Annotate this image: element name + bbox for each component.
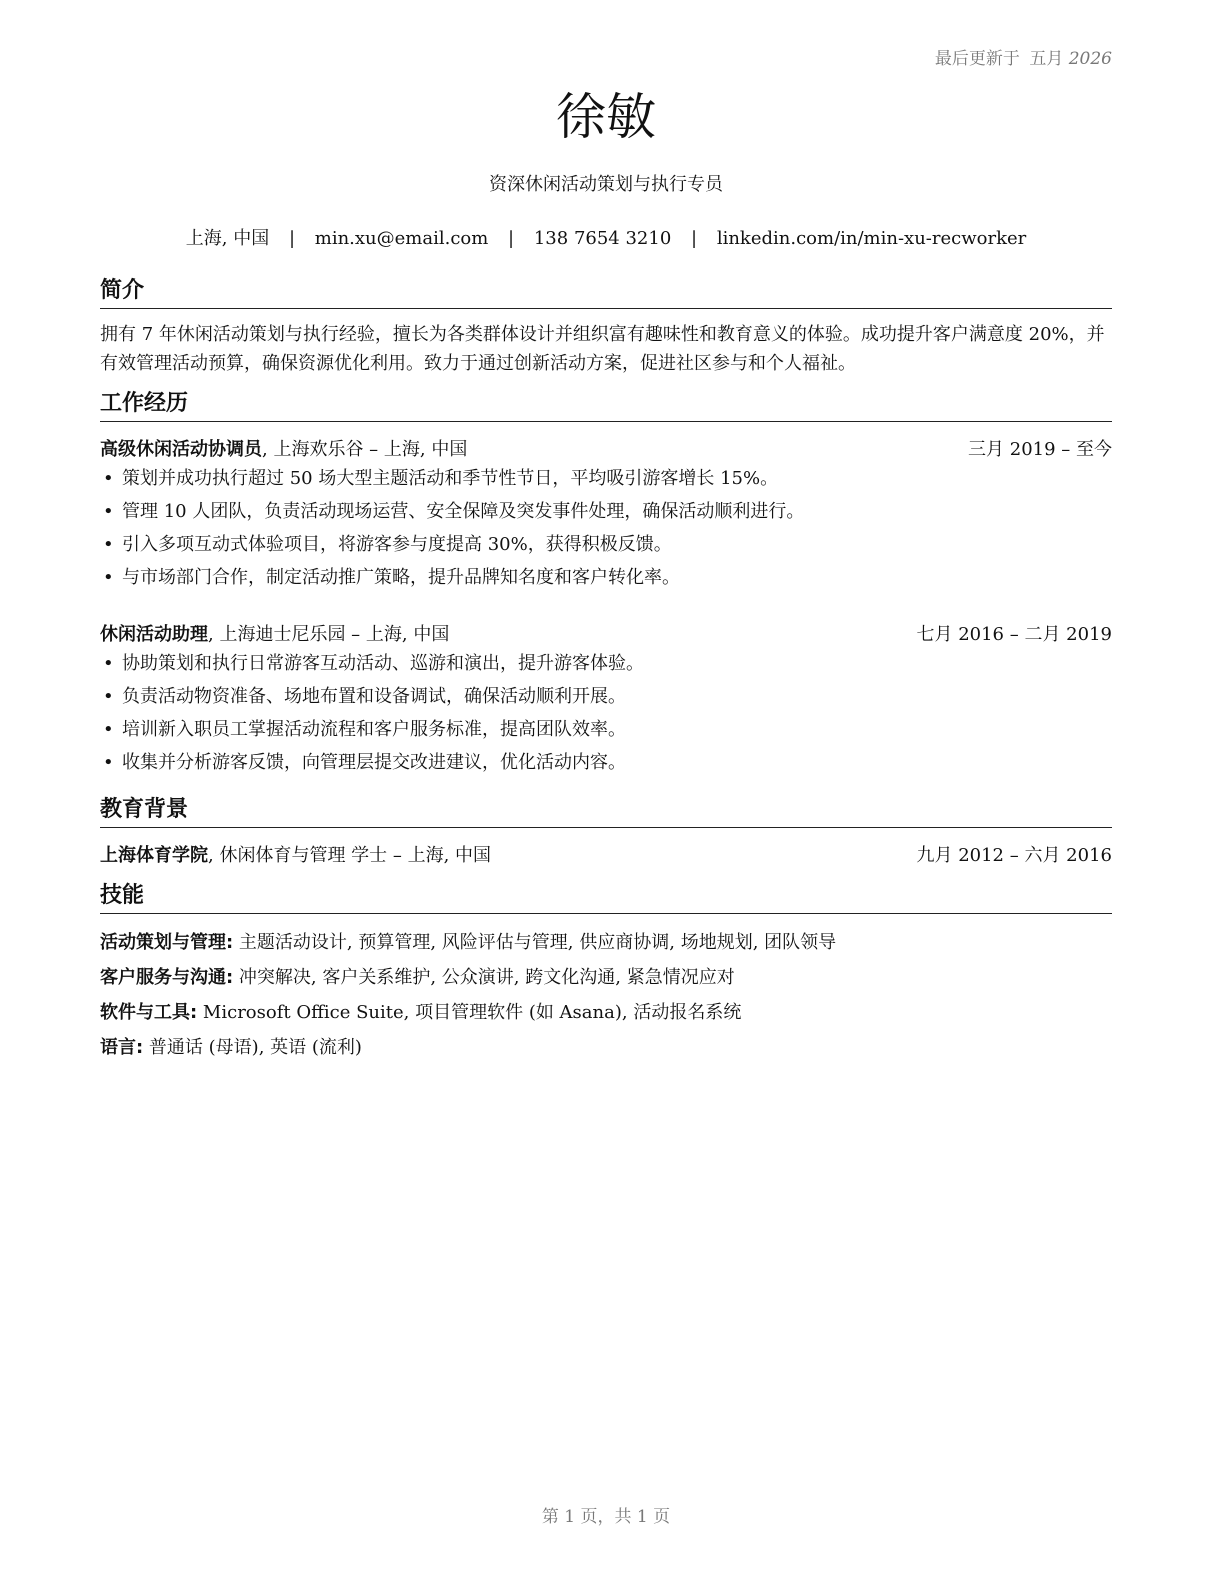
bullet-text: 策划并成功执行超过 50 场大型主题活动和季节性节日，平均吸引游客增长 15%。 xyxy=(122,468,779,489)
list-item xyxy=(100,495,1112,528)
bullet-text: 管理 10 人团队，负责活动现场运营、安全保障及突发事件处理，确保活动顺利进行。 xyxy=(122,501,805,522)
job-role: 休闲活动助理 xyxy=(100,624,208,645)
job-org: , 上海迪士尼乐园 – 上海, 中国 xyxy=(208,624,450,645)
resume-page xyxy=(100,0,1112,1584)
list-item xyxy=(100,528,1112,561)
skill-key: 语言: xyxy=(100,1037,144,1058)
bullet-text: 收集并分析游客反馈，向管理层提交改进建议，优化活动内容。 xyxy=(122,752,626,773)
skill-row xyxy=(100,998,1112,1024)
list-item xyxy=(100,462,1112,495)
skill-row xyxy=(100,963,1112,989)
last-updated xyxy=(935,44,1112,69)
list-item xyxy=(100,713,1112,746)
contact-line xyxy=(100,224,1112,250)
skill-row xyxy=(100,928,1112,954)
job-date: 七月 2016 – 二月 2019 xyxy=(916,624,1112,645)
bullet-icon: • xyxy=(103,468,114,489)
education-date: 九月 2012 – 六月 2016 xyxy=(916,845,1112,866)
job-bullets xyxy=(100,647,1112,779)
bullet-icon: • xyxy=(103,567,114,588)
education-entry xyxy=(100,841,1112,867)
candidate-tagline: 资深休闲活动策划与执行专员 xyxy=(489,174,723,195)
education-school: 上海体育学院 xyxy=(100,845,208,866)
list-item xyxy=(100,746,1112,779)
contact-email[interactable]: min.xu@email.com xyxy=(314,228,489,249)
job-bullets xyxy=(100,462,1112,594)
contact-phone: 138 7654 3210 xyxy=(533,228,672,249)
contact-separator: | xyxy=(691,228,698,249)
section-title-experience: 工作经历 xyxy=(100,389,1112,422)
bullet-icon: • xyxy=(103,653,114,674)
updated-month: 五月 xyxy=(1029,49,1064,69)
bullet-text: 与市场部门合作，制定活动推广策略，提升品牌知名度和客户转化率。 xyxy=(122,567,680,588)
section-title-skills: 技能 xyxy=(100,881,1112,914)
skill-row xyxy=(100,1033,1112,1059)
candidate-name: 徐敏 xyxy=(556,88,656,146)
job-role: 高级休闲活动协调员 xyxy=(100,439,262,460)
contact-linkedin[interactable]: linkedin.com/in/min-xu-recworker xyxy=(716,228,1027,249)
job-org: , 上海欢乐谷 – 上海, 中国 xyxy=(262,439,468,460)
updated-label: 最后更新于 xyxy=(934,49,1020,69)
updated-year: 2026 xyxy=(1068,49,1112,69)
list-item xyxy=(100,647,1112,680)
skill-value: Microsoft Office Suite, 项目管理软件 (如 Asana), 活动报名系统 xyxy=(197,1002,742,1023)
job-header xyxy=(100,620,1112,646)
skill-value: 冲突解决, 客户关系维护, 公众演讲, 跨文化沟通, 紧急情况应对 xyxy=(233,967,735,988)
skill-key: 活动策划与管理: xyxy=(100,932,234,953)
list-item xyxy=(100,561,1112,594)
skill-value: 主题活动设计, 预算管理, 风险评估与管理, 供应商协调, 场地规划, 团队领导 xyxy=(233,932,837,953)
list-item xyxy=(100,680,1112,713)
section-title-summary: 简介 xyxy=(100,276,1112,309)
section-title-education: 教育背景 xyxy=(100,795,1112,828)
education-detail: , 休闲体育与管理 学士 – 上海, 中国 xyxy=(208,845,492,866)
bullet-text: 负责活动物资准备、场地布置和设备调试，确保活动顺利开展。 xyxy=(122,686,626,707)
bullet-text: 引入多项互动式体验项目，将游客参与度提高 30%，获得积极反馈。 xyxy=(122,534,672,555)
contact-separator: | xyxy=(288,228,296,249)
bullet-icon: • xyxy=(103,534,114,555)
contact-separator: | xyxy=(508,228,515,249)
bullet-text: 培训新入职员工掌握活动流程和客户服务标准，提高团队效率。 xyxy=(122,719,626,740)
page-number: 第 1 页，共 1 页 xyxy=(541,1507,671,1527)
bullet-text: 协助策划和执行日常游客互动活动、巡游和演出，提升游客体验。 xyxy=(122,653,644,674)
job-date: 三月 2019 – 至今 xyxy=(968,439,1112,460)
skill-key: 客户服务与沟通: xyxy=(100,967,234,988)
job-header xyxy=(100,435,1112,461)
skill-value: 普通话 (母语), 英语 (流利) xyxy=(143,1037,362,1058)
bullet-icon: • xyxy=(103,686,114,707)
skill-key: 软件与工具: xyxy=(100,1002,198,1023)
summary-text: 拥有 7 年休闲活动策划与执行经验，擅长为各类群体设计并组织富有趣味性和教育意义的体验。成功提升客户满意度 20%，并有效管理活动预算，确保资源优化利用。致力于通过创新活动方案，促进社区参与和个人福祉。 xyxy=(100,324,1105,374)
bullet-icon: • xyxy=(103,752,114,773)
bullet-icon: • xyxy=(103,501,114,522)
bullet-icon: • xyxy=(103,719,114,740)
contact-location: 上海, 中国 xyxy=(185,228,270,249)
